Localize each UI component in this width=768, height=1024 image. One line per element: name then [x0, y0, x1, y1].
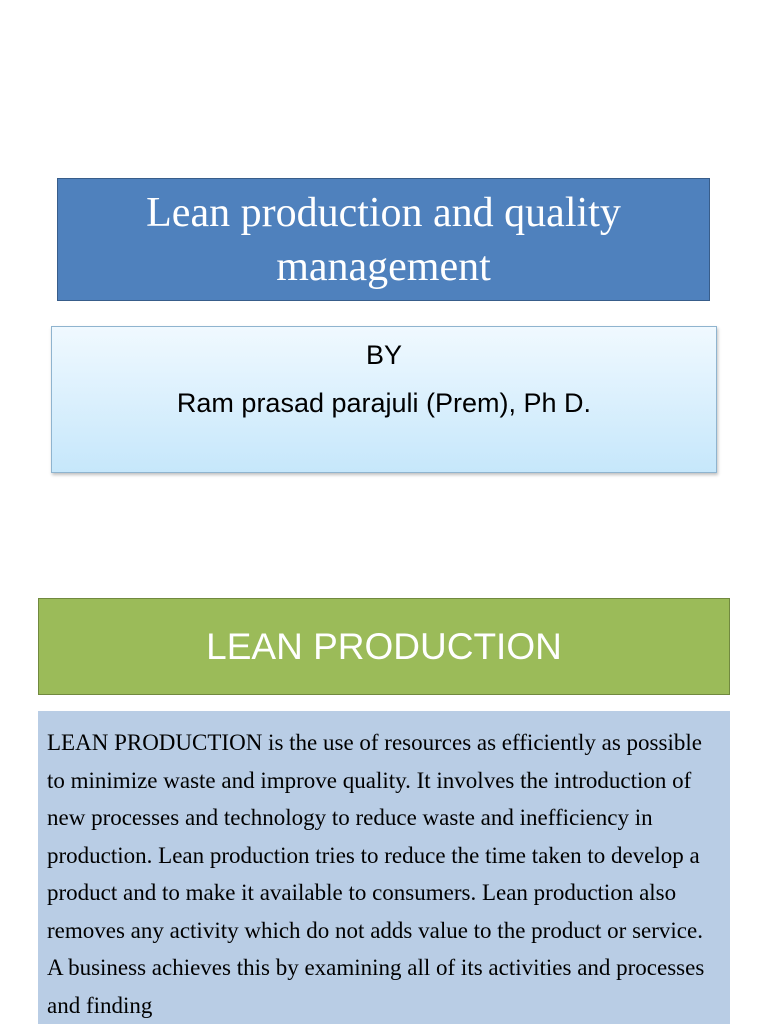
slide-title: Lean production and quality management: [146, 189, 621, 290]
title-box: [57, 178, 710, 301]
body-box: [38, 711, 730, 1024]
by-label: BY: [365, 340, 403, 370]
section-header-box: [38, 598, 730, 695]
author-name: Ram prasad parajuli (Prem), Ph D.: [176, 388, 592, 418]
body-text: LEAN PRODUCTION is the use of resources as efficiently as possible to minimize waste and improve quality. It involves the introduction of new processes and technology to reduce waste and inefficiency in production. Lean production tries to reduce the time taken to develop a product and to make it available to consumers. Lean production also removes any activity which do not adds value to the product or service. A business achieves this by examining all of its activities and processes and finding: [47, 730, 705, 1018]
section-header: LEAN PRODUCTION: [206, 625, 562, 667]
author-box: [51, 326, 717, 473]
